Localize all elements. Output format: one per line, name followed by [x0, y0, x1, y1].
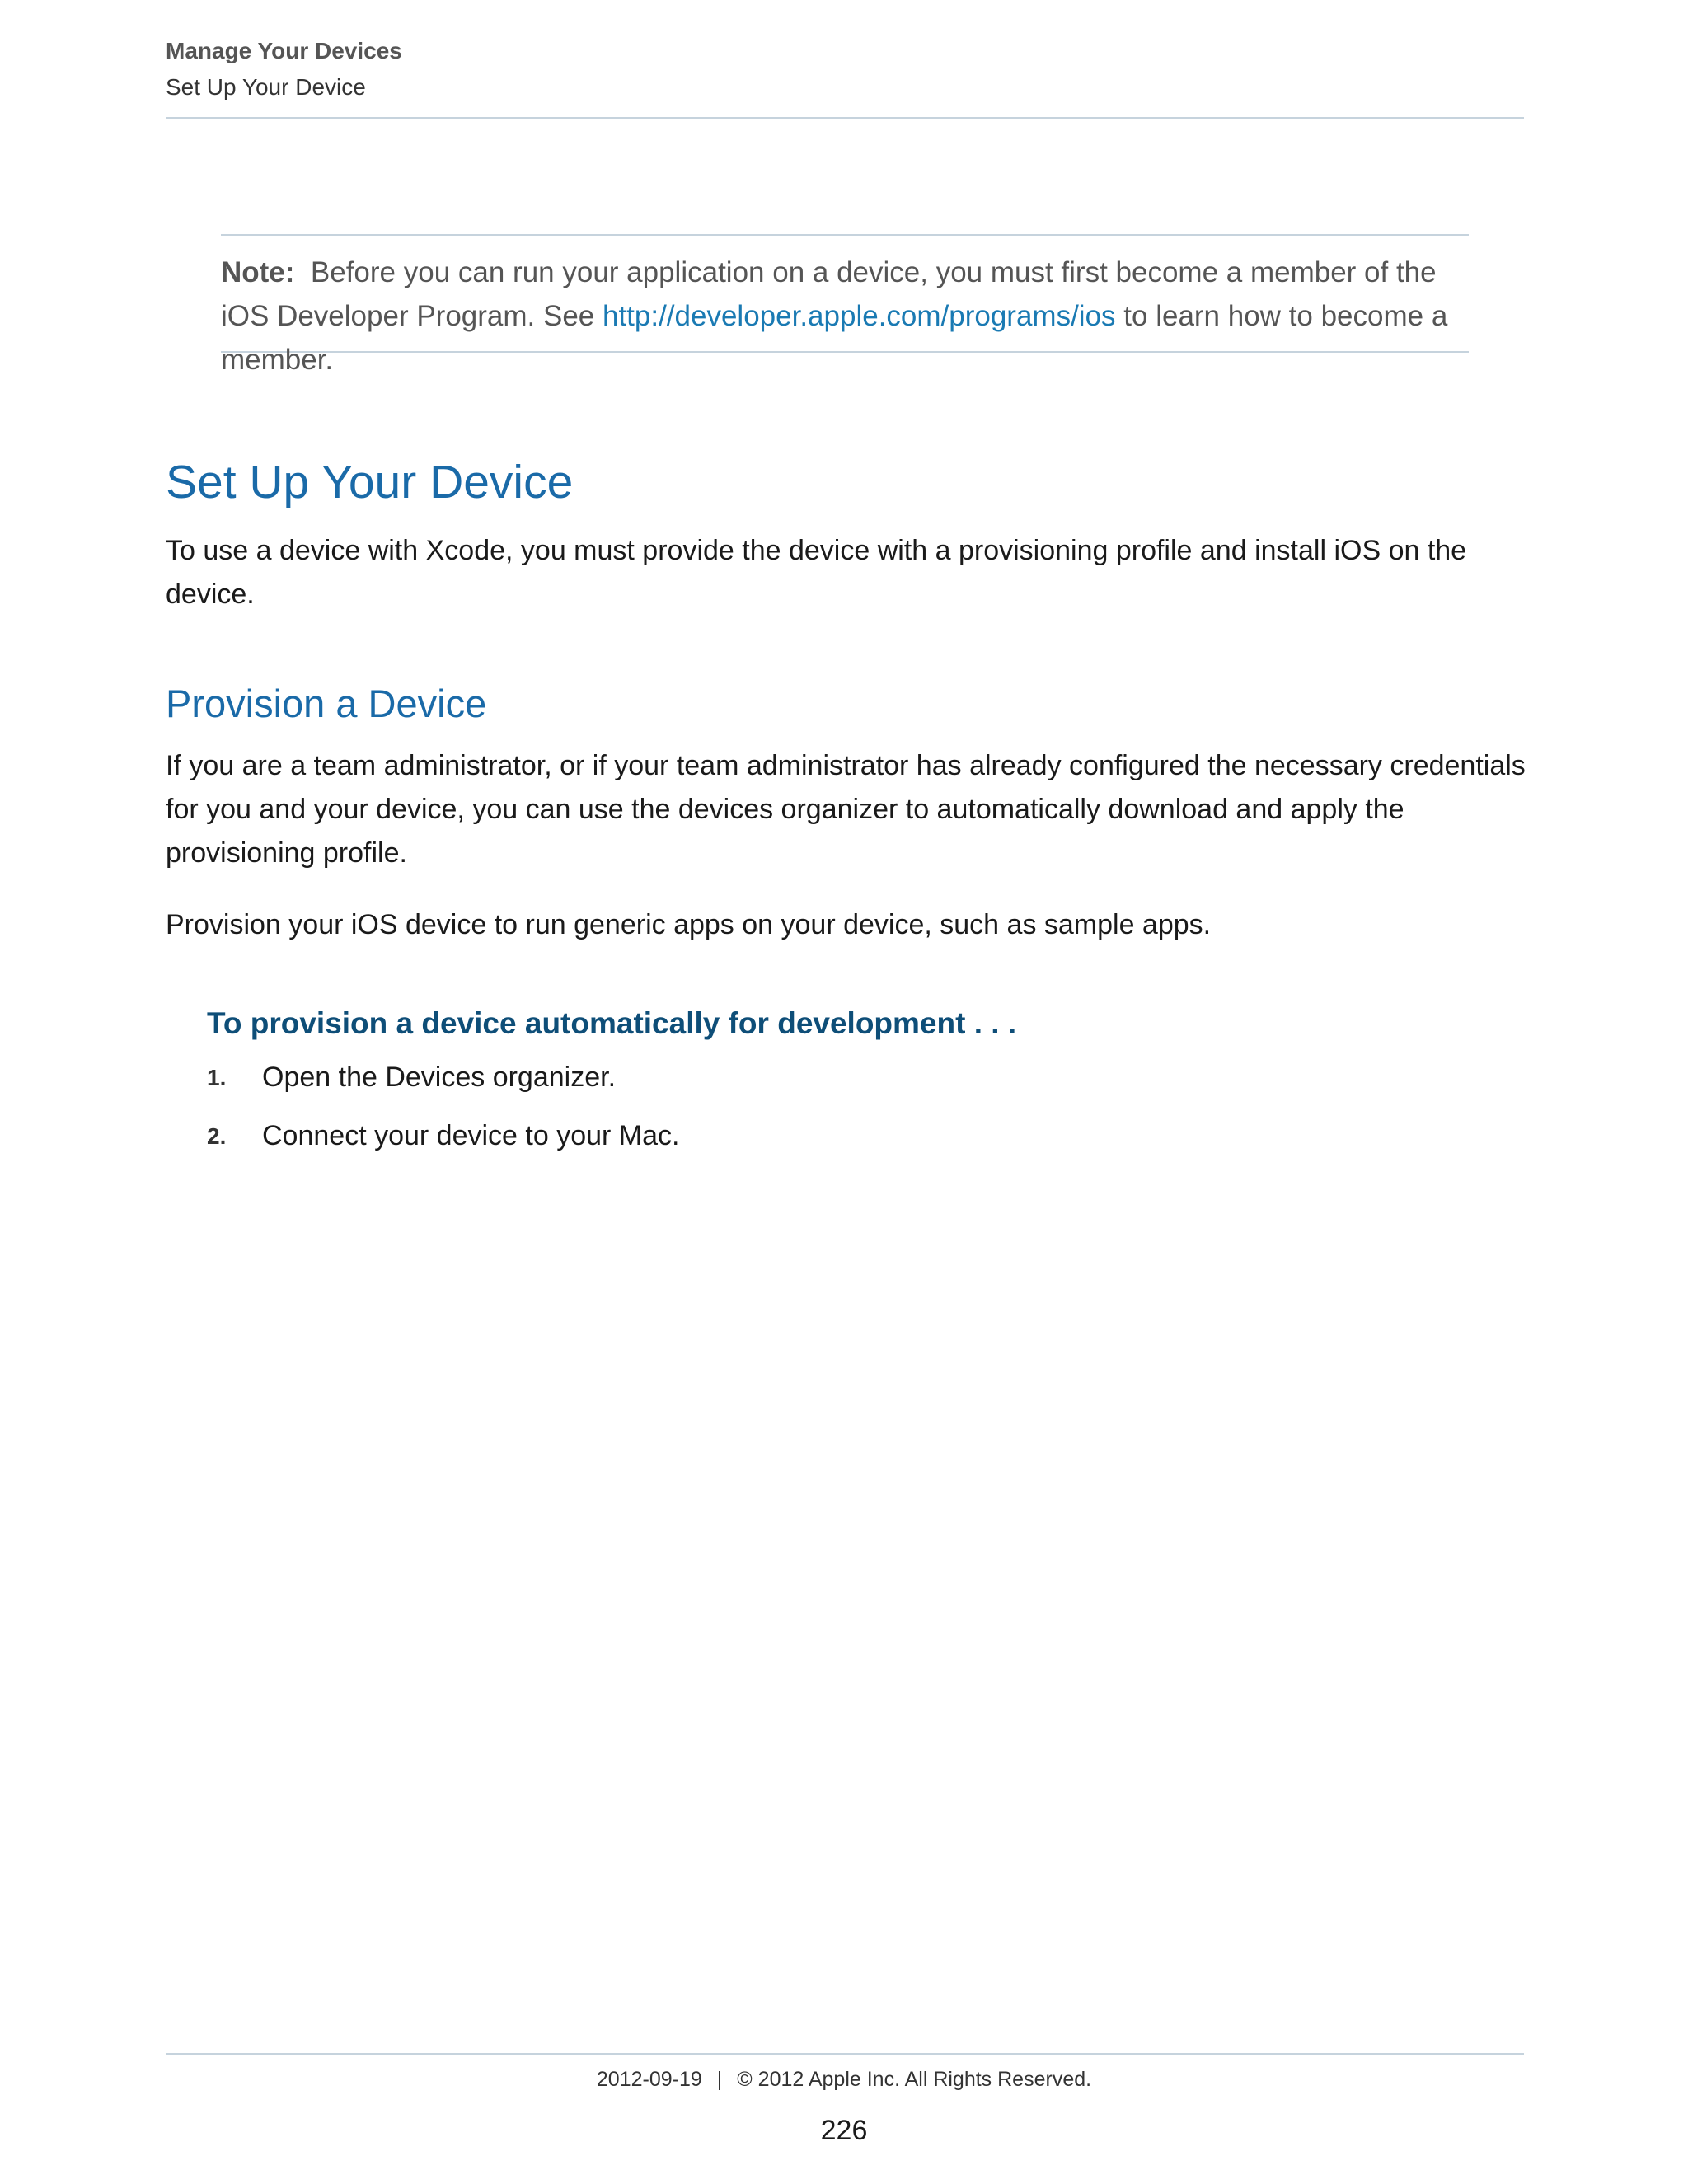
note-label: Note:	[221, 256, 295, 288]
note-text	[221, 251, 1469, 382]
step-text: Open the Devices organizer.	[262, 1062, 617, 1093]
subsection-heading: Provision a Device	[166, 682, 487, 725]
section-intro-paragraph: To use a device with Xcode, you must provide the device with a provisioning profile and install iOS on the device.	[166, 535, 1467, 610]
subsection-paragraph-1: If you are a team administrator, or if your team administrator has already configured the necessary credentials for you and your device, you can use the devices organizer to automatically download and apply the provisioning profile.	[166, 750, 1526, 869]
footer-date: 2012-09-19	[596, 2068, 702, 2091]
note-body-end: to learn how to become a member.	[221, 300, 1448, 376]
footer-copyright: © 2012 Apple Inc. All Rights Reserved.	[737, 2068, 1092, 2091]
note-box	[221, 234, 1469, 376]
step-text: Connect your device to your Mac.	[262, 1120, 680, 1151]
note-body-start: Before you can run your application on a device, you must first become a member of the iOS Developer Program. See	[221, 256, 1437, 332]
footer-divider	[166, 2053, 1524, 2055]
developer-program-link[interactable]: http://developer.apple.com/programs/ios	[602, 300, 1116, 332]
page-number: 226	[820, 2115, 868, 2146]
running-header	[166, 38, 1524, 119]
subsection-paragraph-2: Provision your iOS device to run generic apps on your device, such as sample apps.	[166, 909, 1212, 940]
step-number: 2.	[207, 1123, 227, 1149]
header-chapter-title: Manage Your Devices	[166, 38, 402, 63]
step-number: 1.	[207, 1065, 227, 1090]
footer-separator: |	[716, 2068, 723, 2091]
header-section-title: Set Up Your Device	[166, 74, 366, 100]
section-heading: Set Up Your Device	[166, 456, 574, 509]
footer-info	[0, 2068, 1688, 2092]
task-heading: To provision a device automatically for development . . .	[207, 1006, 1017, 1040]
